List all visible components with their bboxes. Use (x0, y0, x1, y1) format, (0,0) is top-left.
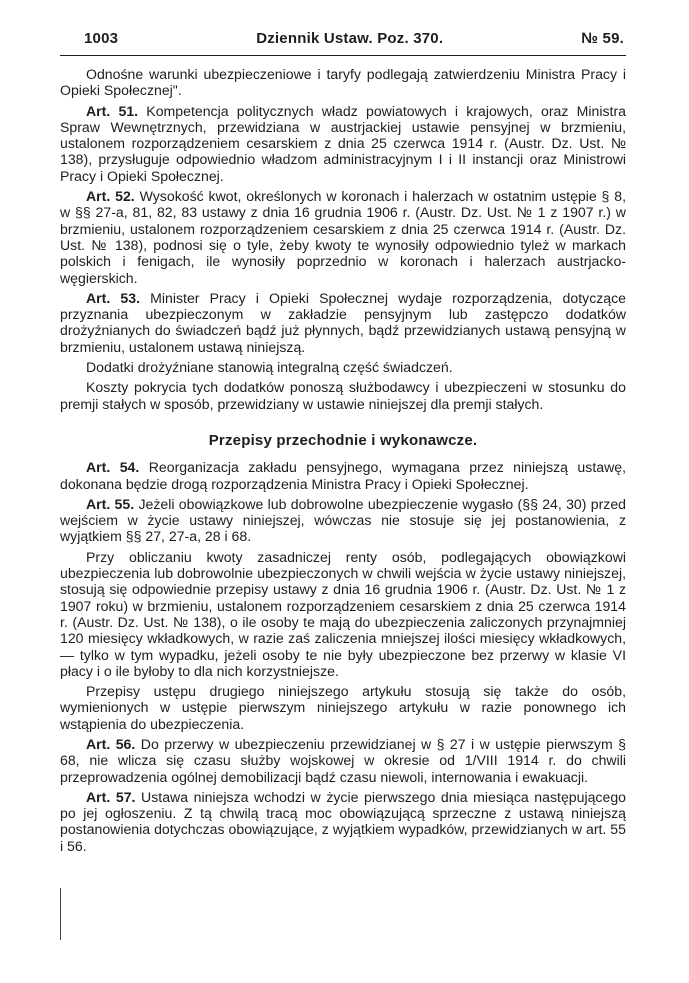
paragraph-text: Do przerwy w ubezpieczeniu przewidzianej w § 27 i w ustępie pierwszym § 68, nie wlicza się czasu służby wojskowej w okresie od 1/VIII 1914 r. do chwili przeprowadzenia ogólnej demobilizacji bądź czasu niewoli, internowania i ewakuacji. (60, 735, 626, 785)
paragraph-text: Odnośne warunki ubezpieczeniowe i taryfy podlegają zatwierdzeniu Ministra Pracy i Opieki Społecznej". (60, 66, 626, 99)
article-label: Art. 54. (86, 459, 140, 476)
paragraph (60, 459, 626, 492)
margin-annotation-mark (60, 888, 63, 940)
paragraph (60, 683, 626, 732)
paragraph (60, 379, 626, 412)
article-label: Art. 57. (86, 788, 136, 805)
body-text (60, 66, 626, 854)
paragraph-text: Ustawa niniejsza wchodzi w życie pierwszego dnia miesiąca następującego po jej ogłoszeniu. Z tą chwilą tracą moc obowiązującą sprzeczne z ustawą niniejszą postanowienia dotychczas obowiązujące, z wyjątkiem wypadków, przewidzianych w art. 55 i 56. (60, 788, 626, 854)
paragraph-text: Dodatki drożyźniane stanowią integralną część świadczeń. (86, 359, 453, 376)
paragraph-text: Przy obliczaniu kwoty zasadniczej renty osób, podlegających obowiązkowi ubezpieczenia lub dobrowolnie ubezpieczonych w chwili wejścia w życie ustawy niniejszej, stosują się odpowiednie przepisy ustawy z dnia 16 grudnia 1906 r. (Austr. Dz. Ust. № 1 z 1907 roku) w brzmieniu, ustalonem rozporządzeniem cesarskiem z dnia 25 czerwca 1914 r. (Austr. Dz. Ust. № 138), o ile osoby te mają do ubezpieczenia zaliczonych przynajmniej 120 miesięcy wkładkowych, w razie zaś zaliczenia mniejszej ilości miesięcy wkładkowych, — tylko w tym wypadku, jeżeli osoby te nie były ubezpieczone bez przerwy w klasie VI płacy i o ile byłoby to dla nich korzystniejsze. (60, 548, 626, 679)
paragraph (60, 789, 626, 854)
paragraph (60, 188, 626, 286)
paragraph (60, 549, 626, 679)
article-label: Art. 52. (86, 188, 135, 205)
paragraph (60, 496, 626, 545)
paragraph (60, 66, 626, 99)
document-page (60, 30, 626, 858)
paragraph-text: Jeżeli obowiązkowe lub dobrowolne ubezpieczenie wygasło (§§ 24, 30) przed wejściem w życie ustawy niniejszej, wówczas nie stosuje się jej postanowienia, z wyjątkiem §§ 27, 27-a, 28 i 68. (60, 495, 626, 545)
paragraph (60, 359, 626, 375)
paragraph (60, 103, 626, 184)
paragraph (60, 736, 626, 785)
paragraph-text: Wysokość kwot, określonych w koronach i halerzach w ostatnim ustępie § 8, w §§ 27-a, 81, 82, 83 ustawy z dnia 16 grudnia 1906 r. (Austr. Dz. Ust. № 1 z 1907 r.) w brzmieniu, ustalonem rozporządzeniem cesarskiem z dnia 25 czerwca 1914 r. (Austr. Dz. Ust. № 138), podnosi się o tyle, żeby kwoty te wynosiły odpowiednio tyleż w markach polskich i fenigach, ile wynosiły poprzednio w koronach i halerzach austrjacko-węgierskich. (60, 188, 627, 286)
page-number: 1003 (84, 30, 119, 47)
page-header (60, 30, 626, 47)
header-rule (60, 55, 626, 56)
journal-title: Dziennik Ustaw. Poz. 370. (256, 30, 444, 47)
paragraph-text: Koszty pokrycia tych dodatków ponoszą służbodawcy i ubezpieczeni w stosunku do premji stałych w sposób, przewidziany w ustawie niniejszej dla premji stałych. (60, 379, 626, 412)
paragraph-text: Reorganizacja zakładu pensyjnego, wymagana przez niniejszą ustawę, dokonana będzie drogą rozporządzenia Ministra Pracy i Opieki Społecznej. (60, 459, 627, 492)
issue-number: № 59. (581, 30, 624, 47)
article-label: Art. 55. (86, 495, 135, 512)
article-label: Art. 53. (86, 289, 140, 306)
paragraph-text: Kompetencja politycznych władz powiatowych i krajowych, oraz Ministra Spraw Wewnętrznych, przewidziana w austrjackiej ustawie pensyjnej w brzmieniu, ustalonem rozporządzeniem cesarskiem z dnia 25 czerwca 1914 r. (Austr. Dz. Ust. № 138), przysługuje odpowiednio władzom administracyjnym I i II instancji oraz Ministrowi Pracy i Opieki Społecznej. (60, 102, 626, 184)
article-label: Art. 56. (86, 735, 136, 752)
article-label: Art. 51. (86, 102, 139, 119)
section-title: Przepisy przechodnie i wykonawcze. (208, 431, 478, 449)
paragraph (60, 290, 626, 355)
paragraph-text: Minister Pracy i Opieki Społecznej wydaje rozporządzenia, dotyczące przyznania ubezpieczonym w zakładzie pensyjnym lub zastępczo dodatków drożyźnianych do świadczeń bądź już płynnych, bądź przewidzianych ustawą pensyjną w brzmieniu, ustalonem ustawą niniejszą. (60, 289, 627, 355)
paragraph-text: Przepisy ustępu drugiego niniejszego artykułu stosują się także do osób, wymienionych w ustępie pierwszym niniejszego artykułu w razie ponownego ich wstąpienia do ubezpieczenia. (60, 683, 626, 732)
